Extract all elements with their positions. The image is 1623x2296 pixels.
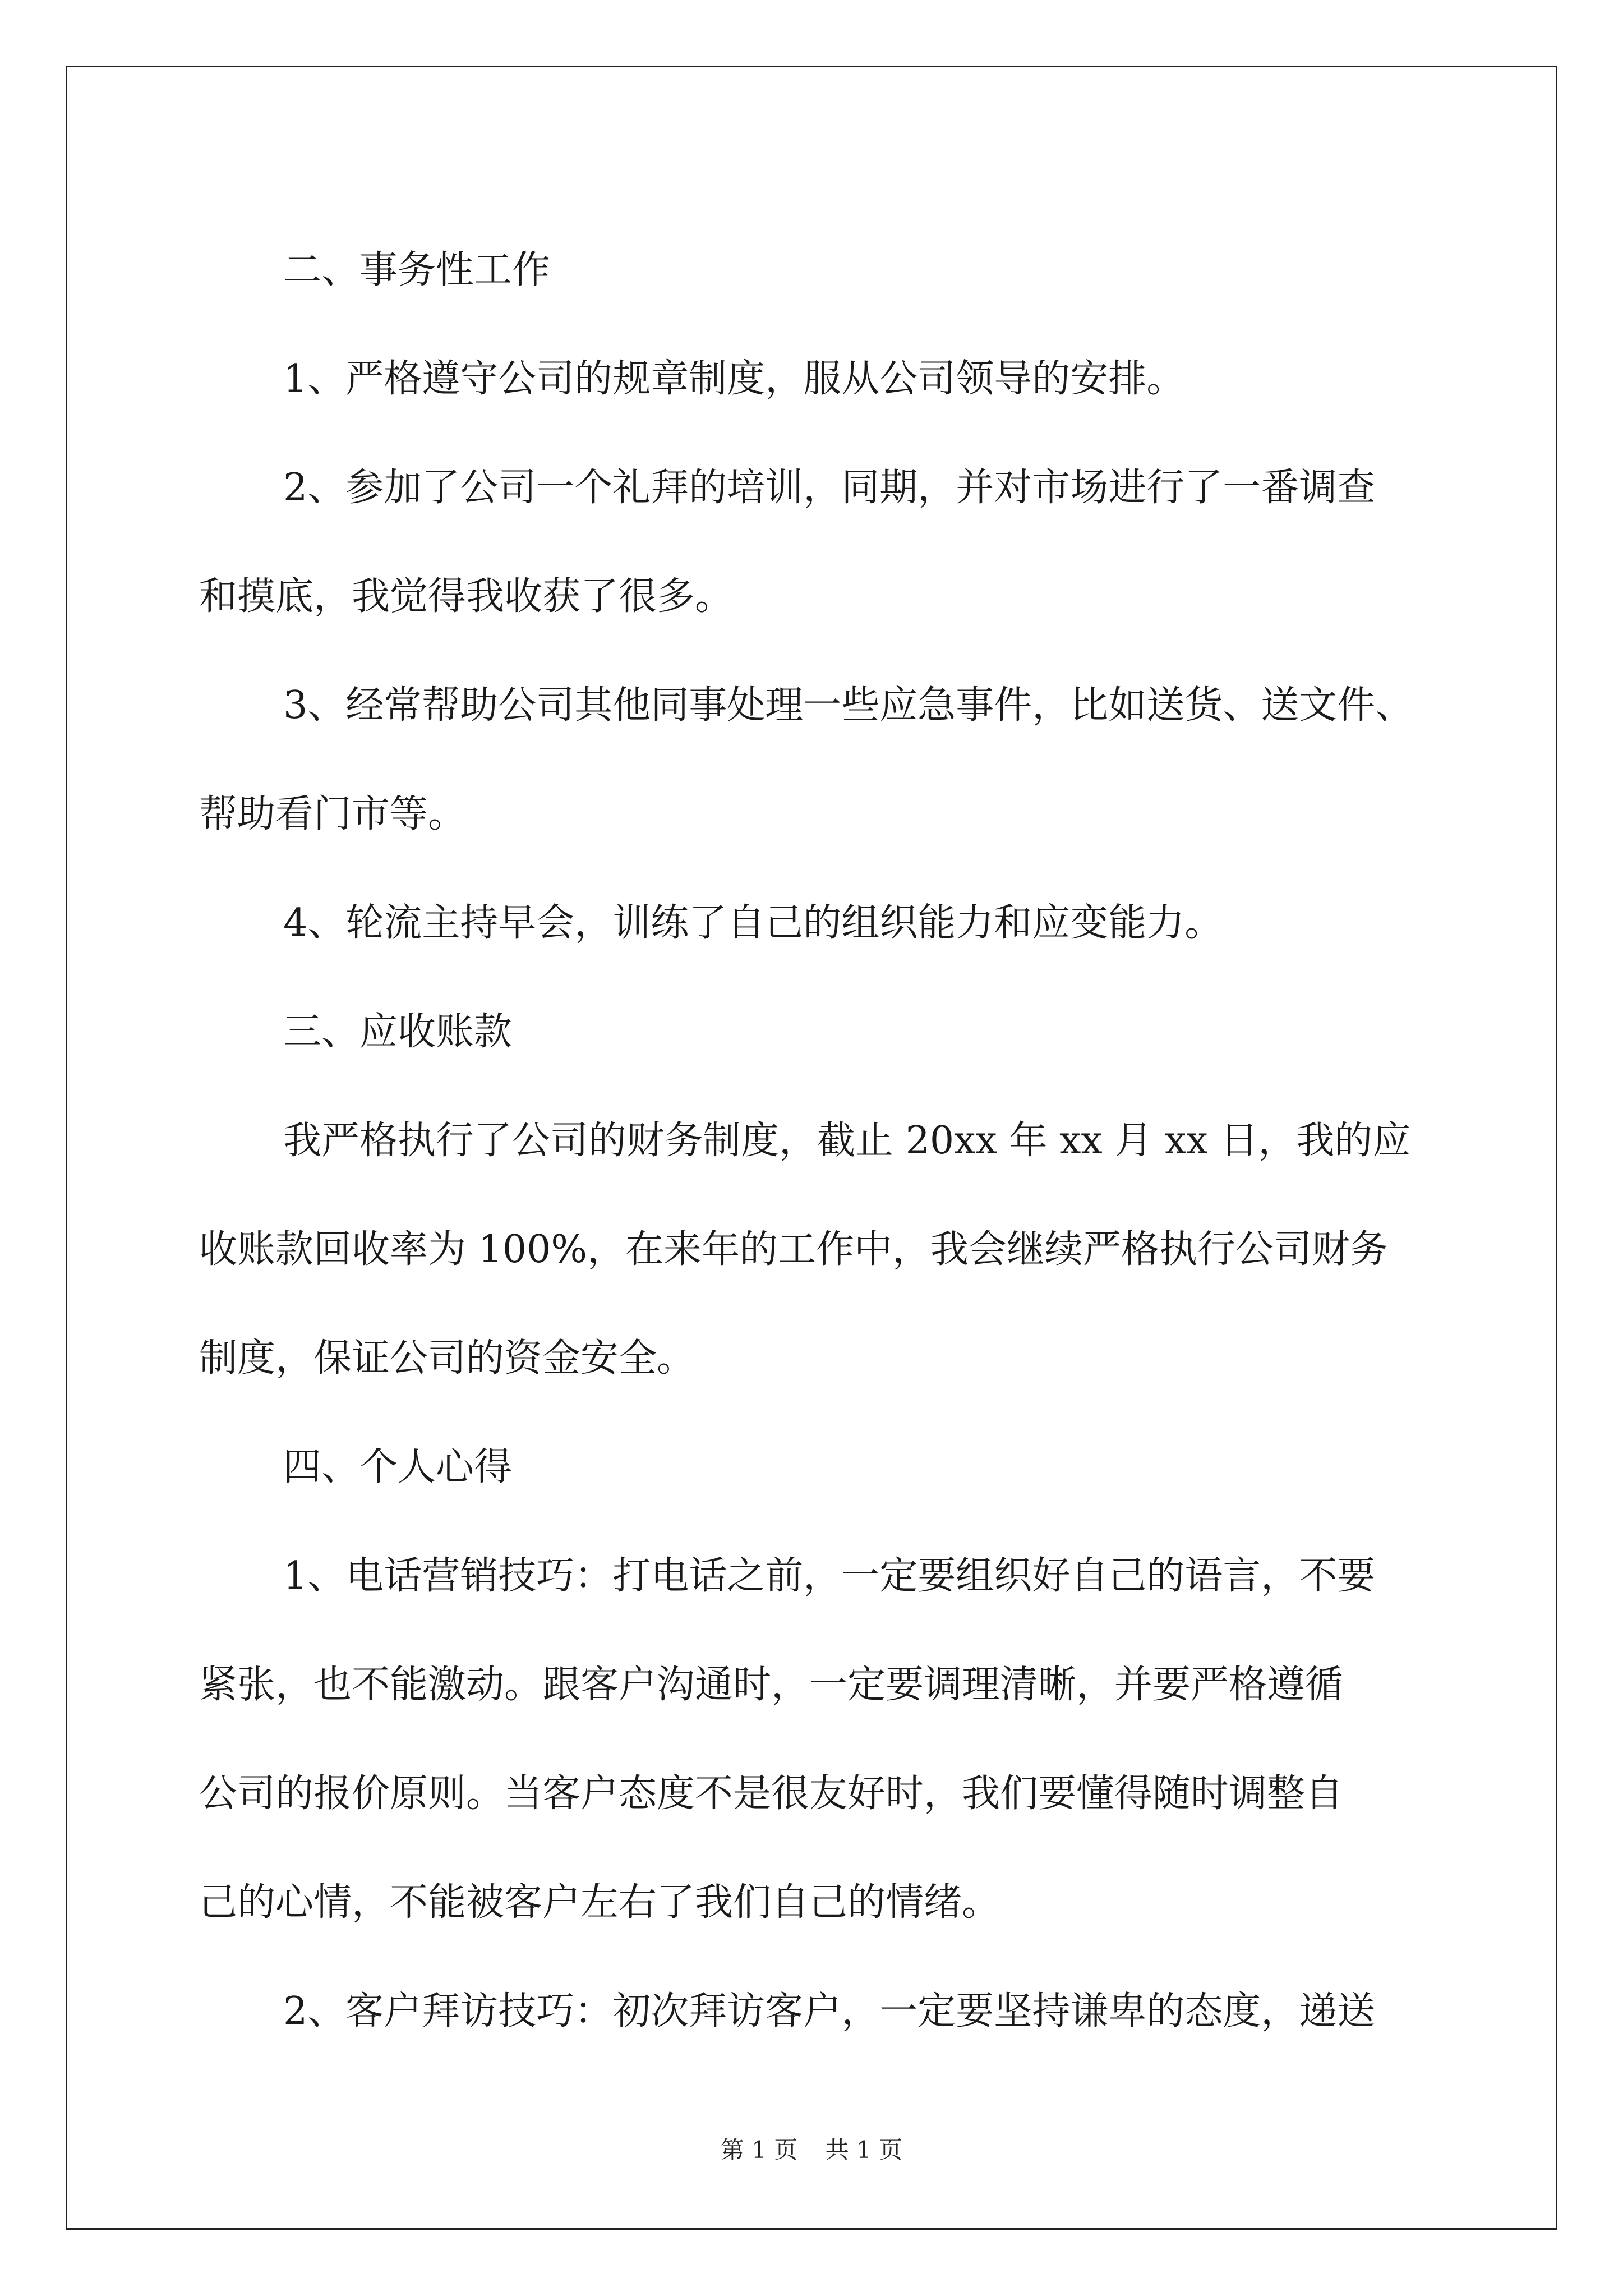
text-line: 公司的报价原则。当客户态度不是很友好时，我们要懂得随时调整自 (199, 1772, 1344, 1816)
page-number: 第 1 页 (720, 2136, 798, 2164)
text-line: 二、事务性工作 (283, 248, 551, 292)
text-line: 2、参加了公司一个礼拜的培训，同期，并对市场进行了一番调查 (283, 466, 1376, 510)
text-line: 1、严格遵守公司的规章制度，服从公司领导的安排。 (283, 357, 1185, 401)
text-line: 和摸底，我觉得我收获了很多。 (199, 574, 734, 619)
text-line: 四、个人心得 (283, 1445, 513, 1489)
text-line: 1、电话营销技巧：打电话之前，一定要组织好自己的语言，不要 (283, 1554, 1376, 1598)
text-line: 我严格执行了公司的财务制度，截止 20xx 年 xx 月 xx 日，我的应 (283, 1119, 1411, 1163)
paragraph (199, 651, 1433, 869)
paragraph (199, 1087, 1433, 1413)
paragraph (199, 1522, 1433, 1957)
paragraph (199, 1957, 1433, 2066)
text-line: 收账款回收率为 100%，在来年的工作中，我会继续严格执行公司财务 (199, 1227, 1389, 1272)
text-line: 己的心情，不能被客户左右了我们自己的情绪。 (199, 1880, 1000, 1925)
paragraph (199, 1413, 1433, 1522)
document-body (199, 216, 1433, 2066)
text-line: 帮助看门市等。 (199, 792, 467, 836)
text-line: 2、客户拜访技巧：初次拜访客户，一定要坚持谦卑的态度，递送 (283, 1989, 1376, 2033)
paragraph (199, 325, 1433, 434)
paragraph (199, 216, 1433, 325)
page-footer (0, 2132, 1623, 2165)
paragraph (199, 869, 1433, 978)
paragraph (199, 978, 1433, 1087)
text-line: 制度，保证公司的资金安全。 (199, 1336, 695, 1381)
text-line: 紧张，也不能激动。跟客户沟通时，一定要调理清晰，并要严格遵循 (199, 1663, 1344, 1707)
text-line: 3、经常帮助公司其他同事处理一些应急事件，比如送货、送文件、 (283, 683, 1414, 728)
paragraph (199, 434, 1433, 651)
text-line: 4、轮流主持早会，训练了自己的组织能力和应变能力。 (283, 901, 1223, 945)
text-line: 三、应收账款 (283, 1010, 513, 1054)
page-total: 共 1 页 (825, 2136, 903, 2164)
